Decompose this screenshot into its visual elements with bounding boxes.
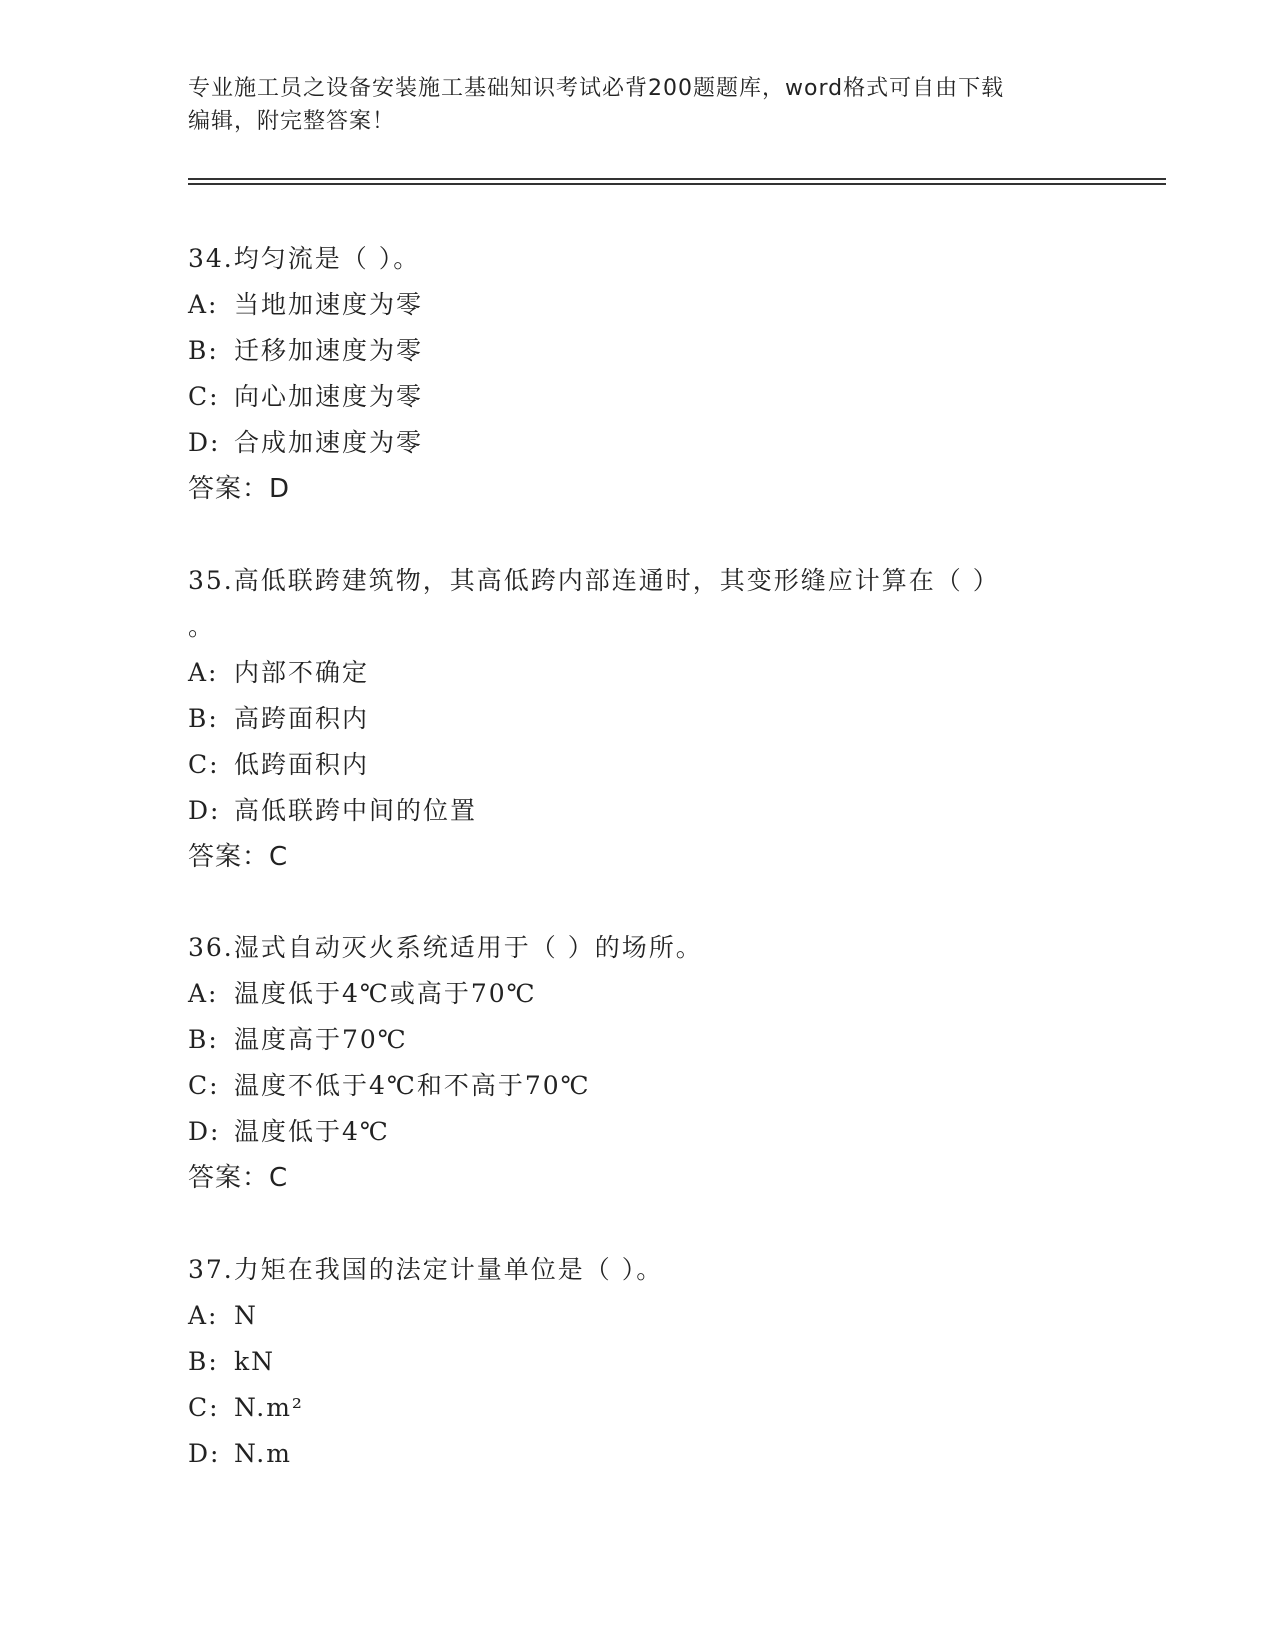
option-letter: D: (188, 1439, 221, 1468)
option-letter: A: (188, 658, 219, 687)
option-text: 当地加速度为零 (234, 290, 424, 319)
header-divider-top (188, 178, 1166, 180)
question-35 (188, 558, 1088, 880)
option-text: 向心加速度为零 (234, 382, 424, 411)
option-text: 内部不确定 (234, 658, 370, 687)
header-line-1: 专业施工员之设备安装施工基础知识考试必背200题题库，word格式可自由下载 (188, 76, 1005, 101)
option-letter: B: (188, 704, 219, 733)
header-divider-bottom (188, 183, 1166, 185)
option-b (188, 1017, 1088, 1063)
option-text: N.m (234, 1439, 292, 1468)
option-letter: A: (188, 979, 219, 1008)
option-letter: C: (188, 382, 220, 411)
option-d (188, 1431, 1088, 1477)
question-stem: 37.力矩在我国的法定计量单位是（ ）。 (188, 1255, 664, 1284)
option-text: 温度高于70℃ (234, 1025, 408, 1054)
option-letter: B: (188, 336, 219, 365)
option-c (188, 742, 1088, 788)
option-d (188, 1109, 1088, 1155)
answer-line: 答案：D (188, 474, 291, 504)
option-a (188, 971, 1088, 1017)
option-letter: D: (188, 428, 221, 457)
option-a (188, 650, 1088, 696)
option-text: N (234, 1301, 258, 1330)
option-b (188, 696, 1088, 742)
header-line-2: 编辑，附完整答案！ (188, 109, 396, 134)
answer-line: 答案：C (188, 1163, 289, 1193)
option-letter: C: (188, 1393, 220, 1422)
question-stem: 34.均匀流是（ ）。 (188, 244, 421, 273)
question-stem: 36.湿式自动灭火系统适用于（ ）的场所。 (188, 933, 703, 962)
option-text: 迁移加速度为零 (234, 336, 424, 365)
option-text: kN (234, 1347, 276, 1376)
option-text: N.m² (234, 1393, 304, 1422)
option-letter: A: (188, 1301, 219, 1330)
option-b (188, 328, 1088, 374)
question-37 (188, 1247, 1088, 1477)
question-stem-continuation: 。 (188, 612, 216, 641)
option-text: 低跨面积内 (234, 750, 370, 779)
option-text: 温度不低于4℃和不高于70℃ (234, 1071, 591, 1100)
document-header (188, 72, 1068, 138)
question-stem: 35.高低联跨建筑物，其高低跨内部连通时，其变形缝应计算在（ ） (188, 566, 1000, 595)
option-b (188, 1339, 1088, 1385)
answer-line: 答案：C (188, 842, 289, 872)
option-c (188, 1385, 1088, 1431)
option-letter: D: (188, 1117, 221, 1146)
option-c (188, 374, 1088, 420)
option-text: 合成加速度为零 (234, 428, 424, 457)
option-text: 温度低于4℃或高于70℃ (234, 979, 537, 1008)
option-letter: D: (188, 796, 221, 825)
question-34 (188, 236, 1088, 512)
question-36 (188, 925, 1088, 1201)
option-c (188, 1063, 1088, 1109)
option-letter: C: (188, 750, 220, 779)
option-letter: A: (188, 290, 219, 319)
option-letter: B: (188, 1025, 219, 1054)
option-letter: B: (188, 1347, 219, 1376)
option-d (188, 420, 1088, 466)
option-text: 高跨面积内 (234, 704, 370, 733)
option-text: 高低联跨中间的位置 (234, 796, 478, 825)
option-a (188, 282, 1088, 328)
option-text: 温度低于4℃ (234, 1117, 390, 1146)
option-a (188, 1293, 1088, 1339)
option-d (188, 788, 1088, 834)
option-letter: C: (188, 1071, 220, 1100)
